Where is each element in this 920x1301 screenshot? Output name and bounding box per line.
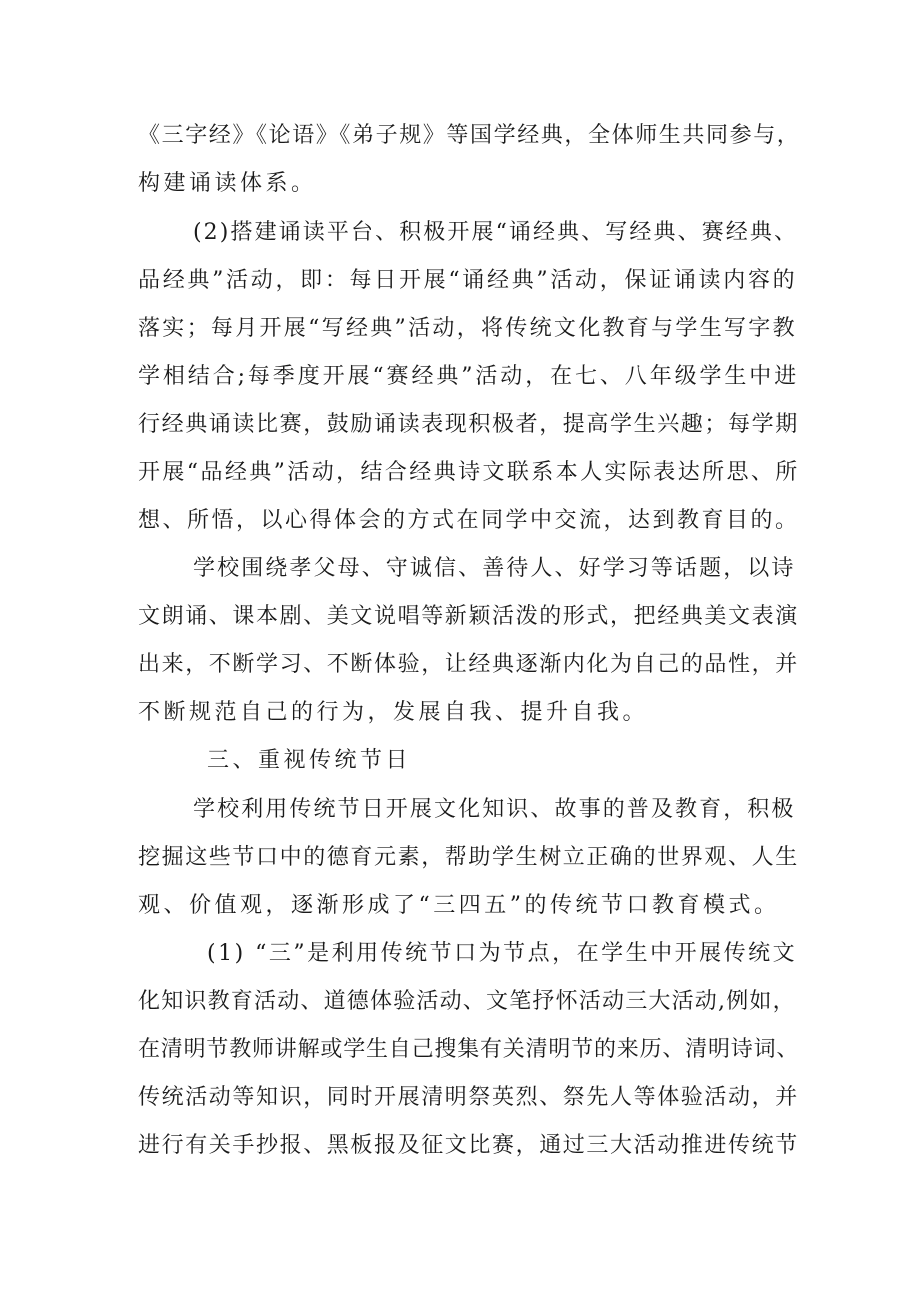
text-line: 品经典”活动，即：每日开展“诵经典”活动，保证诵读内容的 [138,268,798,293]
text-line: (2)搭建诵读平台、积极开展“诵经典、写经典、赛经典、 [193,220,799,245]
text-line: 文朗诵、课本剧、美文说唱等新颖活泼的形式，把经典美文表演 [138,604,799,629]
text-line: 学相结合;每季度开展“赛经典”活动，在七、八年级学生中进 [138,364,800,389]
text-line: 行经典诵读比赛，鼓励诵读表现积极者，提高学生兴趣；每学期 [138,412,799,437]
text-line: 开展“品经典”活动，结合经典诗文联系本人实际表达所思、所 [138,460,800,485]
text-line: 学校利用传统节日开展文化知识、故事的普及教育，积极 [193,797,796,822]
text-line: 传统活动等知识，同时开展清明祭英烈、祭先人等体验活动，并 [138,1085,799,1110]
text-line: 《三字经》《论语》《弟子规》等国学经典，全体师生共同参与， [138,123,801,148]
text-line: 出来，不断学习、不断体验，让经典逐渐内化为自己的品性，并 [138,652,799,677]
text-line: 构建诵读体系。 [138,171,317,196]
text-line: (1) “三”是利用传统节口为节点，在学生中开展传统文 [207,941,798,966]
text-line: 不断规范自己的行为，发展自我、提升自我。 [138,700,649,725]
text-line: 落实；每月开展“写经典”活动，将传统文化教育与学生写字教 [138,316,797,341]
text-line: 化知识教育活动、道德体验活动、文笔抒怀活动三大活动,例如， [138,989,796,1014]
text-line: 进行有关手抄报、黑板报及征文比赛，通过三大活动推进传统节 [138,1133,799,1158]
section-heading: 三、重视传统节日 [207,748,412,773]
text-line: 挖掘这些节口中的德育元素，帮助学生树立正确的世界观、人生 [138,845,799,870]
text-line: 观、价值观，逐渐形成了“三四五”的传统节口教育模式。 [138,893,780,918]
text-line: 在清明节教师讲解或学生自己搜集有关清明节的来历、清明诗词、 [138,1037,800,1062]
text-line: 想、所悟，以心得体会的方式在同学中交流，达到教育目的。 [138,508,800,533]
text-line: 学校围绕孝父母、守诚信、善待人、好学习等话题，以诗 [193,556,796,581]
